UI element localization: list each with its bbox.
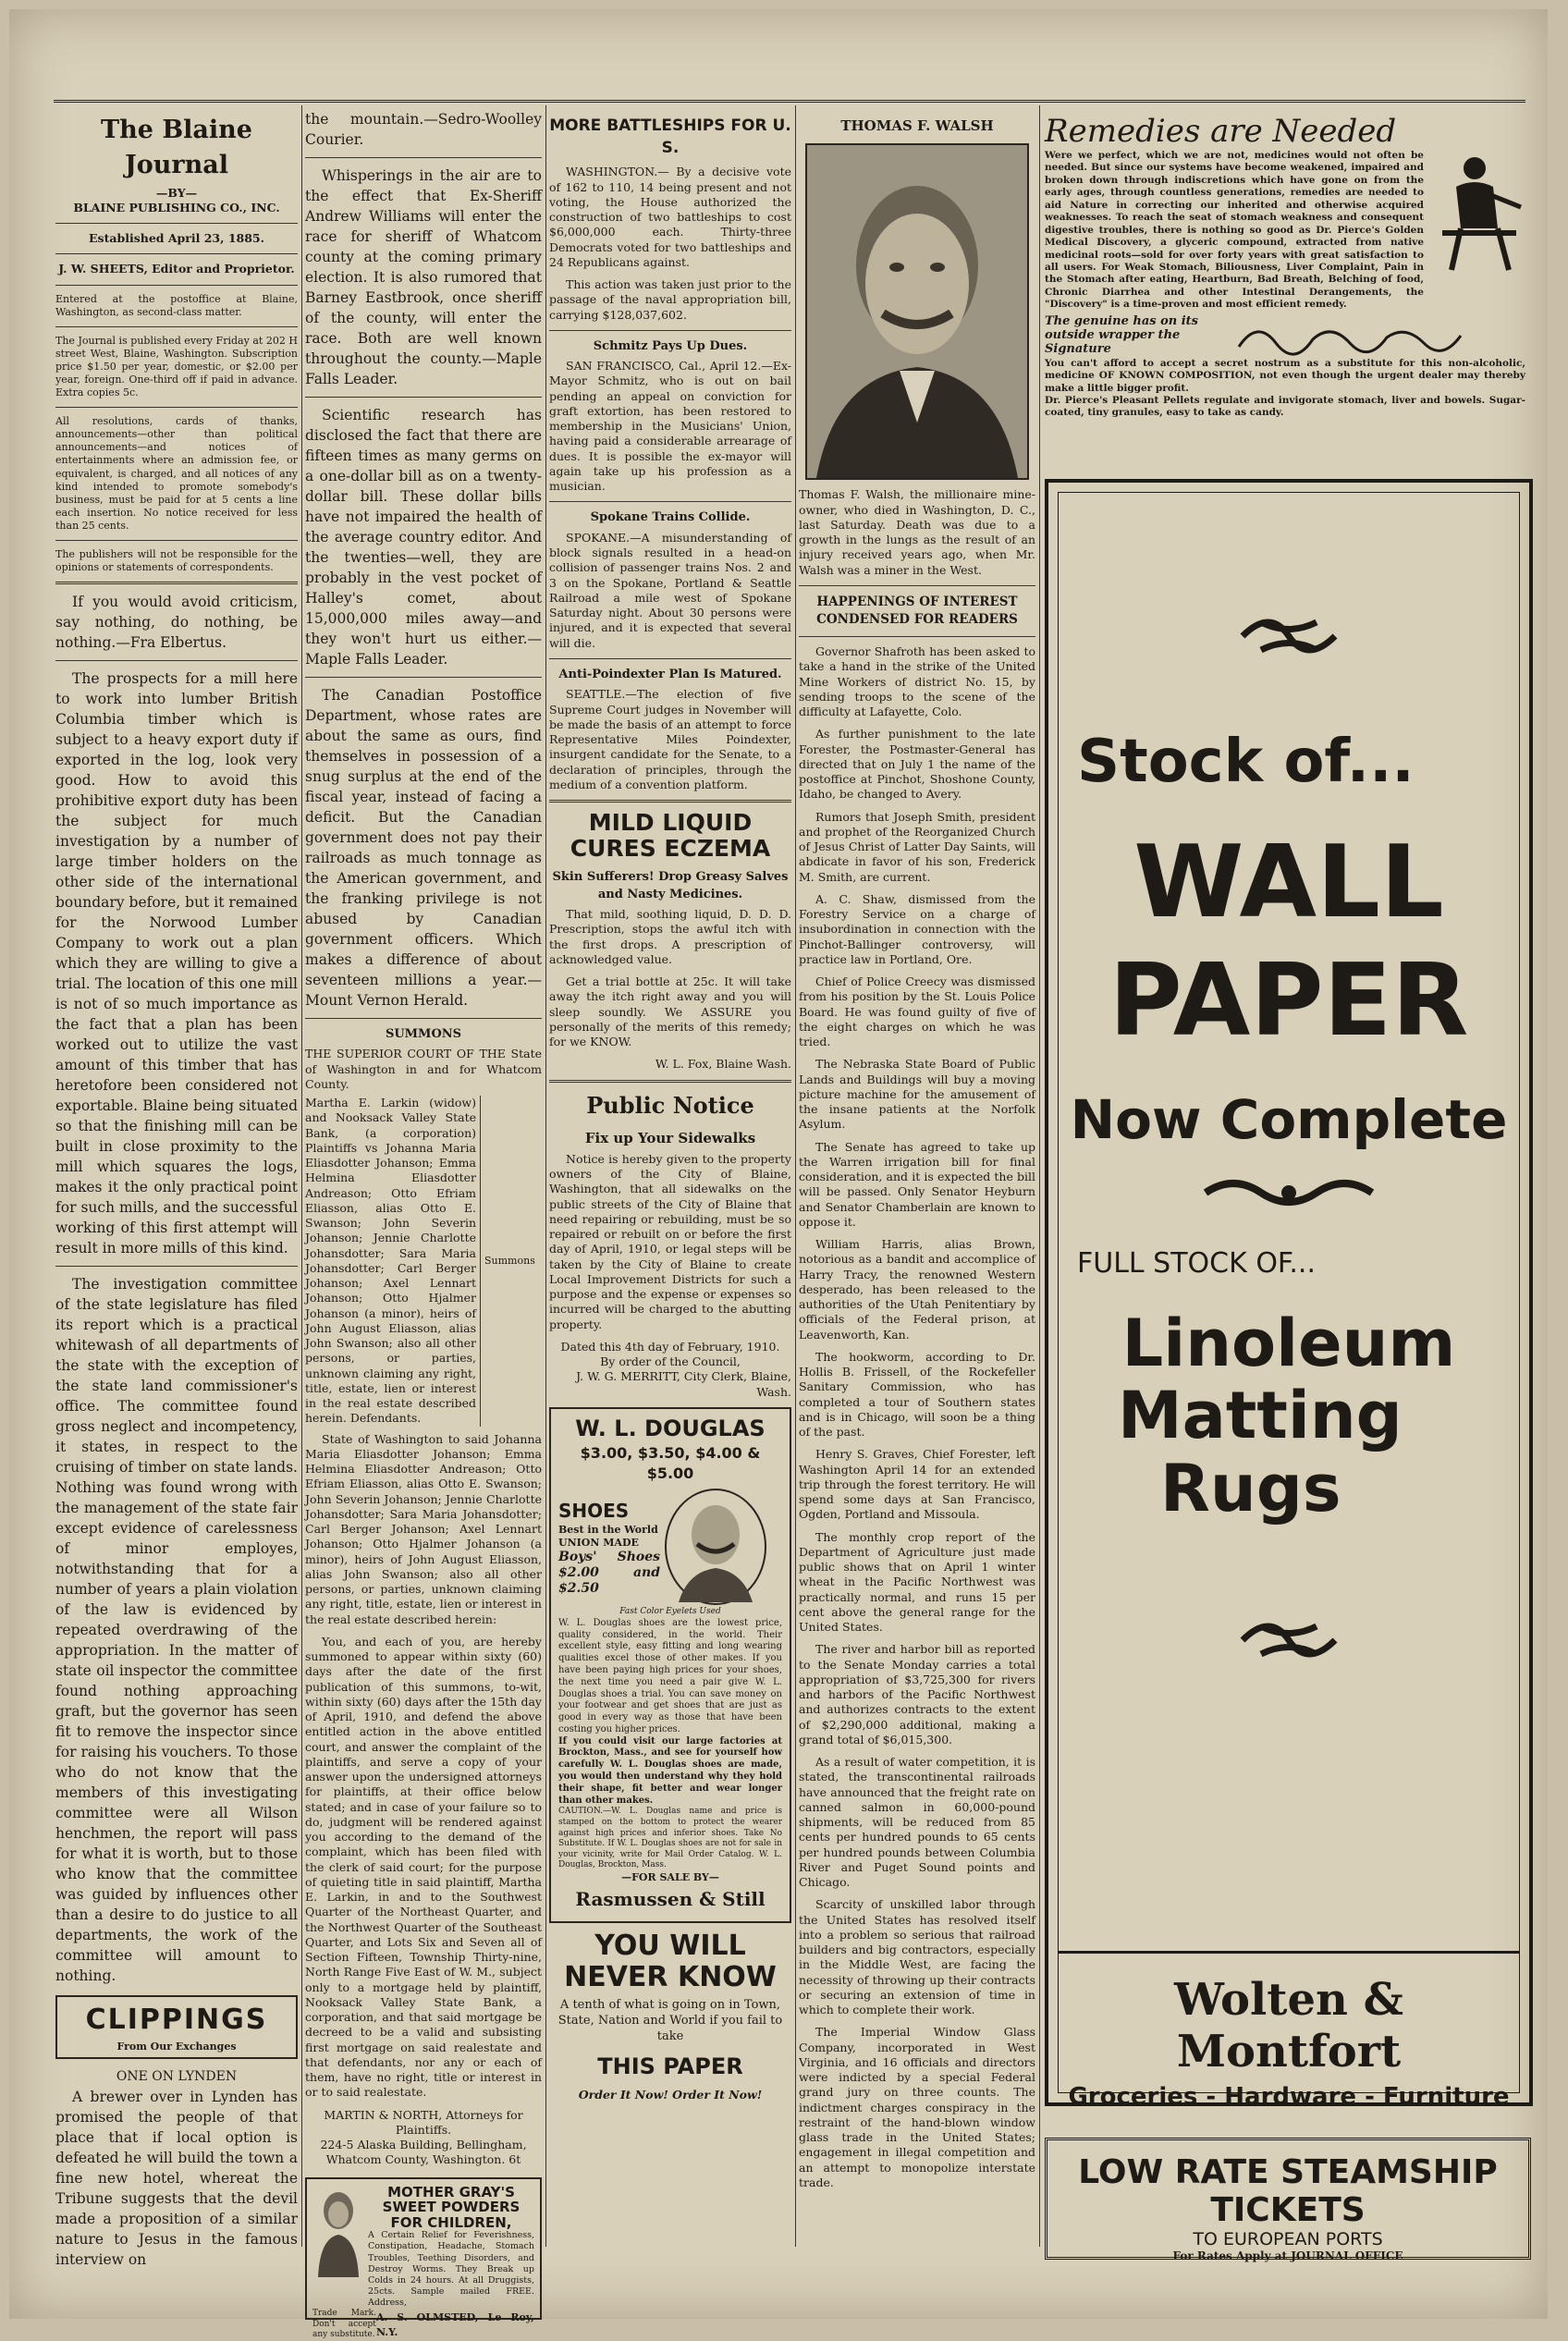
column-4 [799,109,1035,2245]
douglas-shoes: SHOES [558,1499,630,1522]
full-stock-of: FULL STOCK OF... [1077,1247,1316,1280]
portrait-head: THOMAS F. WALSH [840,117,994,134]
douglas-portrait-icon [660,1487,771,1607]
mother-portrait-icon [312,2185,364,2277]
douglas-eyelets: Fast Color Eyelets Used [619,1607,721,1617]
walsh-portrait [805,143,1029,480]
mother-gray-trademark: Trade Mark. Don't accept any substitute. [312,2309,376,2340]
mother-gray-text: A Certain Relief for Feverishness, Constipation, Headache, Stomach Troubles, Teething Disorders, and Destroy Worms. They Break up Colds in 24 hours. At all Druggists, 25cts. Sample mailed FREE. Address, [368,2230,534,2309]
summons-parties-block [305,1096,542,1427]
spokane-text: SPOKANE.—A misunderstanding of block signals resulted in a head-on collision of passenger trains Nos. 2 and 3 on the Spokane, Portland & Seattle Railroad a mile west of Spokane Saturday night. About 30 persons were injured, and it is expected that several will die. [549,530,791,650]
summons-state: State of Washington to said Johanna Maria Eliasdotter Johanson; Emma Helmina Eliasdotter Andreason; Otto Efriam Eliasson, alias Otto E. Swanson; John Severin Johanson; Jennie Charlotte Johansdotter; Sara Maria Johansdotter; Carl Berger Johanson; Axel Lennart Johanson; Otto Hjalmer Johanson (a minor), heirs of John August Eliasson, alias John Swanson; also all other persons, or parties, unknown claiming any right, title, estate, lien or interest in the real estate described herein: [305,1431,542,1626]
column-rule [301,105,302,2247]
quote: If you would avoid criticism, say nothing, do nothing, be nothing.—Fra Elbertus. [55,594,298,652]
top-rule [54,100,1525,103]
notice-sub: Fix up Your Sidewalks [584,1129,756,1146]
douglas-head: W. L. DOUGLAS [575,1415,766,1441]
pellets-text: Dr. Pierce's Pleasant Pellets regulate and invigorate stomach, liver and bowels. Sugar-coated, tiny granules, easy to take as candy. [1045,395,1525,419]
remedies-title: Remedies are Needed [1045,113,1397,150]
ornament-icon [1233,1608,1344,1673]
mother-gray-ad [305,2177,542,2340]
douglas-dealer: Rasmussen & Still [575,1887,766,1910]
happening-item: William Harris, alias Brown, notorious as a bandit and accomplice of Harry Tracy, the renowned Western desperado, has been released to the authorities of the Utah Penitentiary by officials of the Federal prison, at Leavenworth, Kan. [799,1237,1035,1342]
eczema-signature: W. L. Fox, Blaine Wash. [655,1057,791,1072]
pierce-signature-icon [1230,315,1470,358]
summons-you: You, and each of you, are hereby summoned to appear within sixty (60) days after the date of the first publication of this summons, to-wit, within sixty (60) days after the 15th day of April, 1910, and defend the above entitled action in the above entitled court, and answer the complaint of the plaintiffs, and serve a copy of your answer upon the undersigned attorneys for plaintiffs, at their office below stated; and in case of your failure so to do, judgment will be rendered against you according to the demand of the complaint, which has been filed with the clerk of said court; for the purpose of quieting title in said plaintiff, Martha E. Larkin, in and to the Southwest Quarter of the Northeast Quarter, and the Northwest Quarter of the Southeast Quarter, and Lots Six and Seven all of Section Fifteen, Township Thirty-nine, North Range Five East of W. M., subject only to a mortgage held by plaintiff, Nooksack Valley State Bank, a corporation, and that said mortgage be decreed to be a valid and subsisting first mortgage on said realestate and that defendants, nor any or each of them, have no right, title or interest in or to said realestate. [305,1634,542,2100]
happening-item: Governor Shafroth has been asked to take a hand in the strike of the United Mine Workers of district No. 15, by sending troops to the scene of the difficulty at Lafayette, Colo. [799,644,1035,719]
happening-item: A. C. Shaw, dismissed from the Forestry Service on a charge of insubordination in connection with the Pinchot-Ballinger controversy, will practice law in Portland, Ore. [799,891,1035,966]
steamship-rates: For Rates Apply at JOURNAL OFFICE [1172,2249,1403,2262]
douglas-prices: $3.00, $3.50, $4.00 & $5.00 [580,1443,761,1483]
happening-item: The Nebraska State Board of Public Lands and Buildings will buy a moving picture machine for the amusement of the insane patients at the Norfolk Asylum. [799,1057,1035,1132]
lynden-head: ONE ON LYNDEN [116,2068,238,2084]
schmitz-text: SAN FRANCISCO, Cal., April 12.—Ex-Mayor Schmitz, who is out on bail pending an appeal on conviction for graft extortion, has been restored to membership in the Musicians' Union, having paid a considerable arrearage of dues. It is possible the ex-mayor will again take up his profession as a musician. [549,359,791,494]
happening-item: Henry S. Graves, Chief Forester, left Washington April 14 for an extended trip through the forest territory. He will spend some days at San Francisco, Ogden, Portland and Missoula. [799,1447,1035,1522]
genuine-text: The genuine has on its outside wrapper the Signature [1045,314,1199,357]
article-cont: the mountain.—Sedro-Woolley Courier. [305,111,542,148]
spokane-head: Spokane Trains Collide. [590,510,751,525]
never-know-head: YOU WILL NEVER KNOW [564,1930,777,1993]
article-postoffice: The Canadian Postoffice Department, whose rates are about the same as ours, find themselves in possession of a snug surplus at the end of the fiscal year, instead of facing a deficit. But the Canadian government does not pay their railroads as much tonnage as the American government, and the franking privilege is not abused by Canadian government officers. Which makes a difference of about seventeen millions a year.—Mount Vernon Herald. [305,687,542,1009]
portrait-caption: Thomas F. Walsh, the millionaire mine-owner, who died in Washington, D. C., last Saturday. Death was due to a growth in the lungs as the result of an injury received years ago, when Mr. Walsh was a miner in the West. [799,487,1035,577]
notice-head: Public Notice [586,1091,754,1119]
column-rule [1039,105,1040,2247]
article-lynden: A brewer over in Lynden has promised the people of that place that if local option is defeated he will build the town a fine new hotel, whereat the Tribune suggests that the devil made a proposition of a similar nature to Jesus in the famous interview on [55,2088,298,2268]
happening-item: As further punishment to the late Forester, the Postmaster-General has directed that on July 1 the name of the postoffice at Pinchot, Shoshone County, Idaho, be changed to Avery. [799,727,1035,802]
poindexter-text: SEATTLE.—The election of five Supreme Court judges in November will be made the basis of an attempt to force Representative Miles Poindexter, insurgent candidate for the Senate, to a declaration of principles, through the medium of a convention platform. [549,687,791,791]
summons-court: THE SUPERIOR COURT OF THE State of Washington in and for Whatcom County. [305,1047,542,1091]
douglas-for-sale: —FOR SALE BY— [621,1870,719,1883]
happenings-list [799,644,1035,2190]
douglas-caution: CAUTION.—W. L. Douglas name and price is stamped on the bottom to protect the wearer against high prices and inferior shoes. Take No Substitute. If W. L. Douglas shoes are not for sale in your vicinity, write for Mail Order Catalog. W. L. Douglas, Brockton, Mass. [558,1807,782,1870]
store-banner [1059,1951,1519,2111]
masthead-title: The Blaine Journal [101,116,252,180]
masthead-entered: Entered at the postoffice at Blaine, Washington, as second-class matter. [55,292,298,318]
paper-text: PAPER [1109,943,1469,1059]
steamship-sub: TO EUROPEAN PORTS [1193,2229,1383,2249]
mother-gray-title: MOTHER GRAY'S SWEET POWDERS FOR CHILDREN, [382,2183,521,2231]
douglas-text: W. L. Douglas shoes are the lowest price, quality considered, in the world. Their excellent style, easy fitting and long wearing qualities excel those of other makes. If you have been paying high prices for your shoes, the next time you need a pair give W. L. Douglas shoes a trial. You can save money on your footwear and get shoes that are just as good in every way as those that have been costing you higher prices. [558,1617,782,1734]
summons-label: Summons [484,1254,535,1267]
happening-item: Scarcity of unskilled labor through the United States has resolved itself into a problem so serious that railroad builders and big contractors, especially in the Middle West, are facing the necessity of throwing up their contracts or securing an extension of time in which to complete their work. [799,1897,1035,2017]
remedies-text: Were we perfect, which we are not, medicines would not often be needed. But since our systems have become weakened, impaired and broken down through indiscretions which have gone on from the early ages, through countless generations, remedies are needed to aid Nature in correcting our inherited and otherwise acquired weaknesses. To reach the seat of stomach weakness and consequent digestive troubles, there is nothing so good as Dr. Pierce's Golden Medical Discovery, a glyceric compound, extracted from native medicinal roots—sold for over forty years with great satisfaction to all users. For Weak Stomach, Biliousness, Liver Complaint, Pain in the Stomach after eating, Heartburn, Bad Breath, Belching of food, Chronic Diarrhea and other Intestinal Derangements, the "Discovery" is a time-proven and most efficient remedy. [1045,150,1424,311]
clippings-box [55,1995,298,2059]
matting-text: Matting [1118,1378,1403,1454]
douglas-boys: Boys' Shoes $2.00 and $2.50 [558,1550,660,1596]
steamship-head: LOW RATE STEAMSHIP TICKETS [1078,2153,1498,2229]
eczema-sub: Skin Sufferers! Drop Greasy Salves and Nasty Medicines. [552,870,789,901]
douglas-text-2: If you could visit our large factories at Brockton, Mass., and see for yourself how carefully W. L. Douglas shoes are made, you would then understand why they hold their shape, fit better and wear longer than other makes. [558,1735,782,1806]
eczema-head: MILD LIQUID CURES ECZEMA [570,809,771,863]
happening-item: As a result of water competition, it is stated, the transcontinental railroads have announced that the freight rate on canned salmon in 60,000-pound shipments, will be reduced from 85 cents per hundred pounds to 65 cents per hundred pounds between Columbia River and Puget Sound points and Chicago. [799,1755,1035,1890]
newspaper-page [9,9,1548,2340]
masthead-established: Established April 23, 1885. [89,231,264,246]
schmitz-head: Schmitz Pays Up Dues. [593,338,748,353]
ornament-icon [1233,604,1344,668]
linoleum-text: Linoleum [1121,1305,1456,1381]
happening-item: The hookworm, according to Dr. Hollis B. Frissell, of the Rockefeller Sanitary Commission, who has completed a tour of Southern states and is in Chicago, will soon be a thing of the past. [799,1349,1035,1440]
clippings-title: CLIPPINGS [85,2004,268,2037]
notice-by: By order of the Council, [600,1354,741,1369]
column-rule [545,105,546,2247]
flourish-icon [1196,1170,1381,1216]
article-mill: The prospects for a mill here to work into lumber British Columbia timber which is subject to a heavy export duty if exported in the log, look very good. How to avoid this prohibitive export duty has been the subject for much investigation by a number of large timber holders on the other side of the international boundary before, but it remained for the Norwood Lumber Company to work out a plan which they are willing to give a trial. The location of this one mill is not of so much importance as the fact that a plan has been worked out to utilize the vast amount of this timber that has heretofore been considered not exportable. Blaine being situated so that the finishing mill can be built in close proximity to the mill which squares the logs, makes it the only practical point for such mills, and the successful working of this first attempt will result in more mills of this kind. [55,670,298,1257]
battleships-text: WASHINGTON.— By a decisive vote of 162 to 110, 14 being present and not voting, the House authorized the construction of two battleships to cost $6,000,000 each. Thirty-three Democrats voted for two battleships and 24 Republicans against. [549,165,791,269]
steamship-ad [1045,2138,1531,2260]
walsh-portrait-icon [807,145,1027,478]
happening-item: Rumors that Joseph Smith, president and prophet of the Reorganized Church of Jesus Christ of Latter Day Saints, will abdicate in favor of his son, Frederick M. Smith, are current. [799,809,1035,884]
column-2 [305,109,542,2340]
happening-item: The monthly crop report of the Department of Agriculture just made public shows that on April 1 winter wheat in the Pacific Northwest was practically normal, and runs 15 per cent above the general range for the United States. [799,1529,1035,1635]
notice-signature: J. W. G. MERRITT, City Clerk, Blaine, Wash. [576,1369,791,1399]
masthead-publisher: BLAINE PUBLISHING CO., INC. [73,200,280,214]
masthead-published: The Journal is published every Friday at 202 H street West, Blaine, Washington. Subscription price $1.50 per year, domestic, or $2.00 per year, foreign. One-third off if paid in advance. Extra copies 5c. [55,334,298,399]
seated-man-icon [1424,150,1525,279]
notice-text: Notice is hereby given to the property owners of the City of Blaine, Washington, that all sidewalks on the public streets of the City of Blaine that need repairing or rebuilding, must be so repaired or rebuilt on or before the first day of April, 1910, or legal steps will be taken by the City of Blaine to create Local Improvement Districts for such a purpose and the expense or expenses so incurred will be charged to the abutting property. [549,1151,791,1331]
masthead-by: —BY— [155,185,198,200]
eczema-text-2: Get a trial bottle at 25c. It will take away the itch right away and you will sleep soundly. We ASSURE you personally of the merits of this remedy; for we KNOW. [549,974,791,1049]
wall-paper-ad [1045,479,1533,2111]
rugs-text: Rugs [1160,1450,1341,1526]
store-name: Wolten & Montfort [1174,1974,1403,2077]
eczema-text: That mild, soothing liquid, D. D. D. Prescription, stops the awful itch with the first drops. A prescription of acknowledged value. [549,907,791,966]
never-know-text: A tenth of what is going on in Town, State, Nation and World if you fail to take [557,1998,783,2043]
remedies-ad [1045,113,1525,446]
poindexter-head: Anti-Poindexter Plan Is Matured. [558,667,782,681]
masthead-editor: J. W. SHEETS, Editor and Proprietor. [58,262,295,276]
summons-parties: Martha E. Larkin (widow) and Nooksack Valley State Bank, (a corporation) Plaintiffs vs Johanna Maria Eliasdotter Johanson; Emma Helmina Eliasdotter Andreason; Otto Efriam Eliasson, alias Otto E. Swanson; John Severin Johanson; Jennie Charlotte Johansdotter; Sara Maria Johansdotter; Carl Berger Johanson; Axel Lennart Johanson; Otto Hjalmer Johanson (a minor), heirs of John August Eliasson, alias John Swanson; also all other persons, or parties, unknown claiming any right, title, estate, lien or interest in the real estate described herein. Defendants. [305,1096,481,1427]
article-committee: The investigation committee of the state legislature has filed its report which is a practical whitewash of all departments of the state with the exception of the state land commissioner's office. The committee found gross neglect and incompetency, it states, in respect to the cruising of timber on state lands. Nothing was found wrong with the management of the state fair except evidence of carelessness of minor employes, notwithstanding that for a number of years a plain violation of the law is evidenced by repeated overdrawing of the appropriation. In the matter of state oil inspector the committee found nothing approaching graft, but the governor has seen fit to remove the inspector since for raising his vouchers. To those who do not know that the members of this investigating committee were all Wilson henchmen, the report will pass for what it is worth, but to those who know that the committee was guided by influences other than a desire to do justice to all departments, the work of the committee will amount to nothing. [55,1276,298,1985]
happenings-head: HAPPENINGS OF INTEREST CONDENSED FOR READERS [816,594,1018,627]
douglas-ad [549,1407,791,1923]
battleships-text-2: This action was taken just prior to the passage of the naval appropriation bill, carrying $128,037,602. [549,277,791,322]
this-paper: THIS PAPER [597,2053,743,2079]
happening-item: Chief of Police Creecy was dismissed from his position by the St. Louis Police Board. He was found guilty of five of the eight charges on which he was tried. [799,974,1035,1049]
clippings-subtitle: From Our Exchanges [116,2040,237,2053]
summons-address: 224-5 Alaska Building, Bellingham, Whatcom County, Washington. 6t [320,2138,527,2167]
happening-item: The river and harbor bill as reported to the Senate Monday carries a total appropriation of $3,725,300 for rivers and harbors of the Pacific Northwest and authorizes contracts to the extent of $2,290,000 additional, making a grand total of $6,015,300. [799,1642,1035,1747]
masthead-responsible: The publishers will not be responsible for the opinions or statements of correspondents. [55,547,298,573]
article-whispers: Whisperings in the air are to the effect that Ex-Sheriff Andrew Williams will enter the race for sheriff of Whatcom county at the coming primary election. It is also rumored that Barney Eastbrook, once sheriff of the county, will enter the race. Both are well known throughout the county.—Maple Falls Leader. [305,167,542,387]
happening-item: The Senate has agreed to take up the Warren irrigation bill for final consideration, and it is expected the bill will be passed. Only Senator Heyburn and Senator Chamberlain are known to oppose it. [799,1139,1035,1229]
store-departments: Groceries - Hardware - Furniture [1068,2083,1510,2111]
now-complete: Now Complete [1070,1088,1508,1151]
column-3 [549,109,791,2245]
douglas-best: Best in the World [558,1524,658,1537]
remedies-text-2: You can't afford to accept a secret nostrum as a substitute for this non-alcoholic, medicine OF KNOWN COMPOSITION, not even though the urgent dealer may thereby make a little bigger profit. [1045,357,1525,394]
mother-gray-address: A. S. OLMSTED, Le Roy, N.Y. [375,2310,534,2338]
stock-of: Stock of... [1077,728,1415,796]
wall-text: WALL [1133,825,1444,940]
notice-date: Dated this 4th day of February, 1910. [560,1339,780,1354]
summons-head: SUMMONS [385,1027,462,1041]
column-1 [55,109,298,2268]
summons-attorneys: MARTIN & NORTH, Attorneys for Plaintiffs. [324,2107,523,2137]
column-rule [795,105,796,2247]
masthead-resolutions: All resolutions, cards of thanks, announcements—other than political announcements—and notices of entertainments where an admission fee, or equivalent, is charged, and all notices of any kind intended to promote somebody's business, must be paid for at 5 cents a line each insertion. No notice received for less than 25 cents. [55,415,298,532]
order-now: Order It Now! Order It Now! [578,2087,763,2102]
happening-item: The Imperial Window Glass Company, incorporated in West Virginia, and 16 officials and directors were indicted by a special Federal grand jury on three counts. The indictment charges conspiracy in the restraint of the hand-blown window glass trade in the United States; engagement in illegal competition and an attempt to monopolize interstate trade. [799,2025,1035,2189]
battleships-head: MORE BATTLESHIPS FOR U. S. [549,116,791,158]
douglas-union: UNION MADE [558,1537,639,1550]
article-germs: Scientific research has disclosed the fact that there are fifteen times as many germs on a one-dollar bill as on a twenty-dollar bill. These dollar bills have not impaired the health of the average country editor. And the twenties—well, they are probably in the vest pocket of Halley's comet, about 15,000,000 miles away—and they won't hurt us either.—Maple Falls Leader. [305,407,542,668]
